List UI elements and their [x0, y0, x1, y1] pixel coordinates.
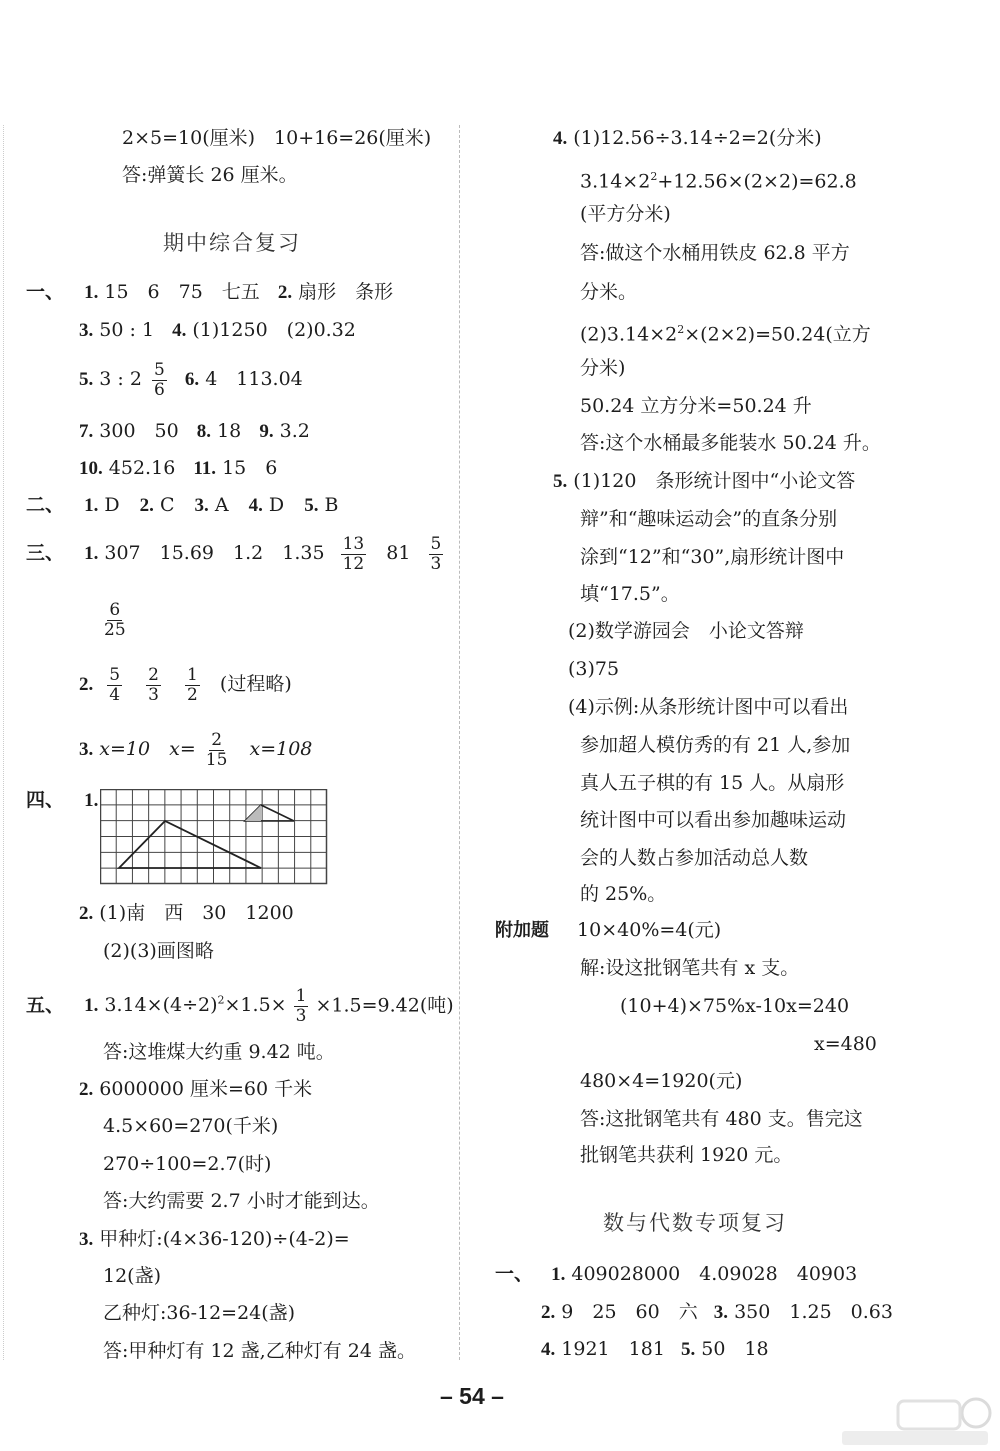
- answer: 300 50: [99, 420, 179, 442]
- answer: x=10 x=: [99, 738, 196, 760]
- fraction: $\frac{2}{15}$: [205, 729, 228, 770]
- row: [79, 356, 303, 403]
- line: 会的人数占参加活动总人数: [580, 847, 809, 869]
- item-num: 4.: [248, 495, 263, 516]
- item-num: 3.: [79, 739, 94, 760]
- answer: 9 25 60 六: [561, 1301, 698, 1323]
- item-num: 5.: [680, 1339, 696, 1360]
- item-num: 2.: [277, 282, 293, 303]
- line: (4)示例:从条形统计图中可以看出: [568, 696, 849, 718]
- line: $3.14\times 2^2+12.56\times(2\times 2)=62.8$: [580, 170, 857, 193]
- line: 答:甲种灯有 12 盏,乙种灯有 24 盏。: [103, 1340, 416, 1362]
- row: [79, 1077, 312, 1102]
- item-num: 2.: [79, 674, 94, 695]
- section-mark: 五、: [26, 995, 65, 1017]
- row: [495, 918, 721, 943]
- line: 480×4=1920(元): [580, 1070, 743, 1092]
- answer: (过程略): [219, 673, 292, 695]
- answer: (1)1250 (2)0.32: [192, 319, 356, 341]
- answer: 81: [386, 542, 411, 564]
- triangle-shape: [119, 821, 261, 868]
- item-num: 3.: [79, 1229, 94, 1250]
- formula: $3.14\times(4\div 2)^2\times 1.5\times$: [104, 994, 287, 1017]
- section-mark: 三、: [26, 543, 65, 564]
- row: [553, 126, 822, 151]
- line: (3)75: [568, 658, 620, 680]
- fraction: $\frac{2}{3}$: [148, 664, 159, 705]
- line: 答:这个水桶最多能装水 50.24 升。: [580, 432, 881, 454]
- answer: (1)120 条形统计图中“小论文答: [573, 470, 856, 492]
- answer: 扇形 条形: [298, 281, 394, 303]
- item-num: 1.: [551, 1264, 566, 1285]
- item-num: 2.: [79, 903, 94, 924]
- answer: 18: [217, 420, 242, 442]
- line: 辩”和“趣味运动会”的直条分别: [580, 508, 838, 530]
- row: [79, 726, 312, 773]
- line: 270÷100=2.7(时): [103, 1153, 272, 1175]
- answer: 350 1.25 0.63: [734, 1301, 893, 1323]
- item-num: 2.: [139, 495, 154, 516]
- formula: ×1.5=9.42(吨): [315, 994, 454, 1017]
- section-title: 数与代数专项复习: [603, 1211, 787, 1235]
- section-mark: 一、: [26, 282, 65, 303]
- line: 参加超人模仿秀的有 21 人,参加: [580, 734, 851, 756]
- answer: 3 : 2: [99, 368, 142, 390]
- answer: 1921 181: [561, 1338, 665, 1360]
- row: [495, 1262, 857, 1287]
- fraction: $\frac{5}{4}$: [109, 664, 121, 705]
- section-title: 期中综合复习: [163, 231, 301, 255]
- line: 填“17.5”。: [580, 583, 680, 605]
- item-num: 5.: [553, 471, 568, 492]
- item-num: 4.: [553, 128, 568, 149]
- line: 涂到“12”和“30”,扇形统计图中: [580, 546, 845, 568]
- row: [541, 1300, 893, 1325]
- line: 2×5=10(厘米) 10+16=26(厘米): [122, 127, 432, 149]
- answer: 4 113.04: [205, 368, 303, 390]
- row: [541, 1337, 769, 1362]
- line: (平方分米): [580, 203, 671, 225]
- answer: D: [104, 494, 120, 516]
- row: [79, 318, 356, 343]
- item-num: 1.: [84, 495, 99, 516]
- line: 乙种灯:36-12=24(盏): [103, 1302, 296, 1324]
- answer: 15 6 75 七五: [104, 281, 260, 303]
- answer: (1)12.56÷3.14÷2=2(分米): [573, 127, 822, 149]
- answer: B: [324, 494, 339, 516]
- item-num: 1.: [84, 995, 99, 1017]
- line: 答:大约需要 2.7 小时才能到达。: [103, 1190, 380, 1212]
- answer: 452.16: [108, 457, 176, 479]
- row: [100, 596, 130, 642]
- line: 批钢笔共获利 1920 元。: [580, 1144, 793, 1166]
- item-num: 8.: [196, 421, 212, 442]
- watermark-logo: [838, 1395, 993, 1447]
- section-mark: 四、: [26, 790, 65, 811]
- item-num: 1.: [84, 790, 99, 811]
- line: 答:弹簧长 26 厘米。: [122, 164, 298, 186]
- column-divider: [459, 125, 460, 1360]
- answer: (1)南 西 30 1200: [99, 902, 294, 924]
- item-num: 5.: [79, 369, 94, 390]
- item-num: 4.: [541, 1339, 556, 1360]
- item-num: 3.: [79, 320, 94, 341]
- answer: D: [268, 494, 285, 516]
- line: 统计图中可以看出参加趣味运动: [580, 809, 847, 831]
- item-num: 3.: [713, 1302, 729, 1323]
- line: 解:设这批钢笔共有 x 支。: [580, 957, 800, 979]
- row: [26, 530, 447, 577]
- answer: 50 18: [701, 1338, 769, 1360]
- answer: C: [159, 494, 175, 516]
- item-num: 10.: [79, 458, 103, 479]
- item-num: 9.: [259, 421, 274, 442]
- answer: 307 15.69 1.2 1.35: [104, 542, 325, 564]
- line: 真人五子棋的有 15 人。从扇形: [580, 772, 845, 794]
- line: 的 25%。: [580, 883, 667, 905]
- item-num: 2.: [79, 1079, 94, 1100]
- line: (2)数学游园会 小论文答辩: [568, 620, 804, 642]
- answer: 6000000 厘米=60 千米: [99, 1078, 313, 1100]
- page-number: – 54 –: [440, 1383, 504, 1409]
- item-num: 11.: [193, 458, 217, 479]
- row: [79, 661, 292, 708]
- line: 分米): [580, 357, 626, 379]
- line: 答:做这个水桶用铁皮 62.8 平方: [580, 242, 850, 264]
- answer: 15 6: [222, 457, 278, 479]
- row: [26, 978, 454, 1029]
- fraction: $\frac{6}{25}$: [104, 599, 126, 640]
- answer: 409028000 4.09028 40903: [571, 1263, 858, 1285]
- fraction: $\frac{5}{6}$: [154, 359, 165, 400]
- page-edge: [3, 125, 4, 1360]
- item-num: 1.: [84, 543, 99, 564]
- answer: A: [214, 494, 229, 516]
- section-mark: 二、: [26, 495, 65, 516]
- bonus-label: 附加题: [495, 920, 549, 941]
- fraction: $\frac{1}{3}$: [295, 985, 307, 1026]
- item-num: 2.: [541, 1302, 556, 1323]
- item-num: 1.: [84, 282, 99, 303]
- row: [79, 456, 277, 481]
- answer: 10×40%=4(元): [577, 919, 722, 941]
- fraction: $\frac{13}{12}$: [342, 533, 365, 574]
- item-num: 4.: [172, 320, 187, 341]
- line: 分米。: [580, 281, 638, 303]
- line: 4.5×60=270(千米): [103, 1115, 279, 1137]
- line: 答:这堆煤大约重 9.42 吨。: [103, 1041, 335, 1063]
- item-num: 7.: [79, 421, 94, 442]
- row: [79, 1227, 350, 1252]
- answer: 甲种灯:(4×36-120)÷(4-2)=: [99, 1228, 350, 1250]
- line: 12(盏): [103, 1265, 162, 1287]
- item-num: 6.: [184, 369, 200, 390]
- row: [26, 280, 393, 305]
- row: [26, 788, 98, 813]
- section-mark: 一、: [495, 1264, 534, 1285]
- answer: 3.2: [279, 420, 310, 442]
- line: (10+4)×75%x-10x=240: [620, 995, 850, 1017]
- item-num: 3.: [194, 495, 209, 516]
- grid-figure: [100, 789, 328, 885]
- answer: 50 : 1: [99, 319, 155, 341]
- line: 50.24 立方分米=50.24 升: [580, 395, 812, 417]
- fraction: $\frac{1}{2}$: [187, 664, 198, 705]
- fraction: $\frac{5}{3}$: [430, 533, 442, 574]
- row: [79, 901, 294, 926]
- line: 答:这批钢笔共有 480 支。售完这: [580, 1108, 863, 1130]
- row: [26, 493, 338, 518]
- line: x=480: [814, 1033, 877, 1055]
- item-num: 5.: [304, 495, 319, 516]
- row: [553, 469, 855, 494]
- row: [79, 419, 310, 444]
- answer: x=108: [249, 738, 313, 760]
- line: $(2)3.14\times 2^2\times(2\times 2)=50.24$(立方: [580, 323, 871, 346]
- line: (2)(3)画图略: [103, 940, 214, 962]
